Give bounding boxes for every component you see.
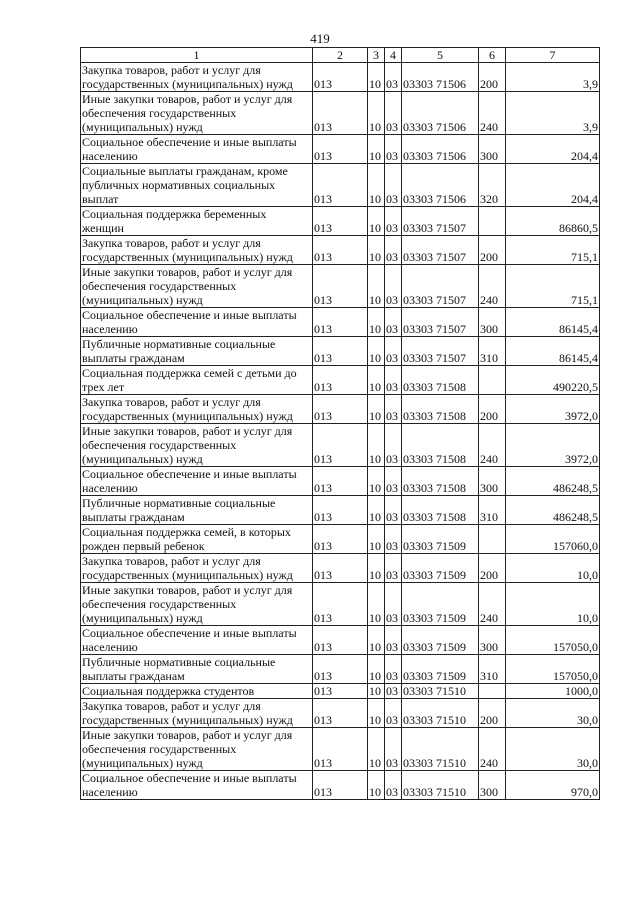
section-code: 10: [368, 771, 385, 800]
amount: 204,4: [506, 135, 600, 164]
subsection-code: 03: [385, 337, 402, 366]
target-article-code: 03303 71509: [402, 554, 479, 583]
section-code: 10: [368, 626, 385, 655]
page-number: 419: [310, 31, 330, 46]
expense-type-code: 200: [479, 236, 506, 265]
amount: 3972,0: [506, 424, 600, 467]
ministry-code: 013: [313, 583, 368, 626]
expense-type-code: 200: [479, 699, 506, 728]
table-row: [81, 583, 600, 626]
section-code: 10: [368, 337, 385, 366]
expense-type-code: 300: [479, 135, 506, 164]
subsection-code: 03: [385, 265, 402, 308]
amount: 204,4: [506, 164, 600, 207]
row-description: Публичные нормативные социальные выплаты гражданам: [81, 337, 313, 366]
row-description: Иные закупки товаров, работ и услуг для обеспечения государственных (муниципальных) нужд: [81, 728, 313, 771]
row-description: Закупка товаров, работ и услуг для государственных (муниципальных) нужд: [81, 236, 313, 265]
subsection-code: 03: [385, 308, 402, 337]
amount: 1000,0: [506, 684, 600, 699]
subsection-code: 03: [385, 684, 402, 699]
amount: 86145,4: [506, 308, 600, 337]
section-code: 10: [368, 655, 385, 684]
target-article-code: 03303 71509: [402, 583, 479, 626]
row-description: Иные закупки товаров, работ и услуг для обеспечения государственных (муниципальных) нужд: [81, 424, 313, 467]
row-description: Иные закупки товаров, работ и услуг для обеспечения государственных (муниципальных) нужд: [81, 265, 313, 308]
table-row: [81, 525, 600, 554]
ministry-code: 013: [313, 236, 368, 265]
ministry-code: 013: [313, 337, 368, 366]
section-code: 10: [368, 92, 385, 135]
subsection-code: 03: [385, 236, 402, 265]
expense-type-code: 300: [479, 626, 506, 655]
header-cell-3: 3: [368, 48, 385, 63]
target-article-code: 03303 71509: [402, 525, 479, 554]
ministry-code: 013: [313, 655, 368, 684]
table-row: [81, 63, 600, 92]
expense-type-code: 310: [479, 655, 506, 684]
ministry-code: 013: [313, 63, 368, 92]
target-article-code: 03303 71506: [402, 135, 479, 164]
section-code: 10: [368, 684, 385, 699]
subsection-code: 03: [385, 699, 402, 728]
target-article-code: 03303 71508: [402, 395, 479, 424]
subsection-code: 03: [385, 366, 402, 395]
table-body: [81, 63, 600, 800]
row-description: Публичные нормативные социальные выплаты гражданам: [81, 496, 313, 525]
target-article-code: 03303 71508: [402, 496, 479, 525]
row-description: Иные закупки товаров, работ и услуг для обеспечения государственных (муниципальных) нужд: [81, 583, 313, 626]
table-row: [81, 366, 600, 395]
expense-type-code: 300: [479, 467, 506, 496]
row-description: Социальная поддержка семей с детьми до трех лет: [81, 366, 313, 395]
section-code: 10: [368, 496, 385, 525]
row-description: Социальное обеспечение и иные выплаты населению: [81, 308, 313, 337]
subsection-code: 03: [385, 525, 402, 554]
target-article-code: 03303 71507: [402, 308, 479, 337]
table-row: [81, 554, 600, 583]
subsection-code: 03: [385, 496, 402, 525]
ministry-code: 013: [313, 265, 368, 308]
row-description: Закупка товаров, работ и услуг для государственных (муниципальных) нужд: [81, 699, 313, 728]
table-row: [81, 684, 600, 699]
row-description: Публичные нормативные социальные выплаты гражданам: [81, 655, 313, 684]
table-row: [81, 728, 600, 771]
table-row: [81, 236, 600, 265]
expense-type-code: 300: [479, 771, 506, 800]
subsection-code: 03: [385, 771, 402, 800]
ministry-code: 013: [313, 366, 368, 395]
amount: 715,1: [506, 236, 600, 265]
table-row: [81, 337, 600, 366]
expense-type-code: 310: [479, 337, 506, 366]
amount: 10,0: [506, 554, 600, 583]
row-description: Социальные выплаты гражданам, кроме публичных нормативных социальных выплат: [81, 164, 313, 207]
table-row: [81, 164, 600, 207]
amount: 486248,5: [506, 496, 600, 525]
row-description: Социальная поддержка семей, в которых рожден первый ребенок: [81, 525, 313, 554]
header-cell-4: 4: [385, 48, 402, 63]
section-code: 10: [368, 308, 385, 337]
expense-type-code: [479, 366, 506, 395]
expense-type-code: [479, 684, 506, 699]
ministry-code: 013: [313, 554, 368, 583]
expense-type-code: 240: [479, 265, 506, 308]
row-description: Закупка товаров, работ и услуг для государственных (муниципальных) нужд: [81, 63, 313, 92]
row-description: Социальная поддержка студентов: [81, 684, 313, 699]
expense-type-code: [479, 525, 506, 554]
expense-type-code: 310: [479, 496, 506, 525]
section-code: 10: [368, 395, 385, 424]
header-cell-2: 2: [313, 48, 368, 63]
section-code: 10: [368, 554, 385, 583]
expense-type-code: 240: [479, 583, 506, 626]
ministry-code: 013: [313, 699, 368, 728]
table-row: [81, 771, 600, 800]
amount: 970,0: [506, 771, 600, 800]
subsection-code: 03: [385, 655, 402, 684]
section-code: 10: [368, 467, 385, 496]
ministry-code: 013: [313, 525, 368, 554]
section-code: 10: [368, 728, 385, 771]
target-article-code: 03303 71509: [402, 626, 479, 655]
section-code: 10: [368, 135, 385, 164]
subsection-code: 03: [385, 626, 402, 655]
expense-type-code: 240: [479, 728, 506, 771]
table-row: [81, 207, 600, 236]
expense-type-code: 200: [479, 395, 506, 424]
row-description: Закупка товаров, работ и услуг для государственных (муниципальных) нужд: [81, 395, 313, 424]
ministry-code: 013: [313, 467, 368, 496]
section-code: 10: [368, 63, 385, 92]
table-row: [81, 265, 600, 308]
target-article-code: 03303 71508: [402, 467, 479, 496]
budget-table: [80, 47, 600, 800]
header-cell-5: 5: [402, 48, 479, 63]
subsection-code: 03: [385, 207, 402, 236]
expense-type-code: 200: [479, 63, 506, 92]
amount: 715,1: [506, 265, 600, 308]
row-description: Закупка товаров, работ и услуг для государственных (муниципальных) нужд: [81, 554, 313, 583]
ministry-code: 013: [313, 626, 368, 655]
target-article-code: 03303 71510: [402, 684, 479, 699]
target-article-code: 03303 71507: [402, 265, 479, 308]
amount: 86145,4: [506, 337, 600, 366]
subsection-code: 03: [385, 92, 402, 135]
section-code: 10: [368, 424, 385, 467]
table-row: [81, 424, 600, 467]
target-article-code: 03303 71510: [402, 771, 479, 800]
amount: 3,9: [506, 63, 600, 92]
target-article-code: 03303 71508: [402, 424, 479, 467]
subsection-code: 03: [385, 467, 402, 496]
ministry-code: 013: [313, 308, 368, 337]
table-row: [81, 92, 600, 135]
section-code: 10: [368, 207, 385, 236]
section-code: 10: [368, 164, 385, 207]
section-code: 10: [368, 699, 385, 728]
expense-type-code: 300: [479, 308, 506, 337]
subsection-code: 03: [385, 395, 402, 424]
ministry-code: 013: [313, 496, 368, 525]
expense-type-code: 320: [479, 164, 506, 207]
amount: 30,0: [506, 699, 600, 728]
subsection-code: 03: [385, 554, 402, 583]
header-cell-6: 6: [479, 48, 506, 63]
section-code: 10: [368, 366, 385, 395]
expense-type-code: 240: [479, 92, 506, 135]
target-article-code: 03303 71507: [402, 236, 479, 265]
amount: 30,0: [506, 728, 600, 771]
table-row: [81, 395, 600, 424]
expense-type-code: [479, 207, 506, 236]
target-article-code: 03303 71508: [402, 366, 479, 395]
row-description: Социальная поддержка беременных женщин: [81, 207, 313, 236]
expense-type-code: 240: [479, 424, 506, 467]
table-row: [81, 496, 600, 525]
section-code: 10: [368, 265, 385, 308]
subsection-code: 03: [385, 135, 402, 164]
row-description: Социальное обеспечение и иные выплаты населению: [81, 626, 313, 655]
subsection-code: 03: [385, 164, 402, 207]
ministry-code: 013: [313, 424, 368, 467]
target-article-code: 03303 71506: [402, 164, 479, 207]
target-article-code: 03303 71509: [402, 655, 479, 684]
row-description: Социальное обеспечение и иные выплаты населению: [81, 135, 313, 164]
subsection-code: 03: [385, 583, 402, 626]
header-cell-1: 1: [81, 48, 313, 63]
table-row: [81, 135, 600, 164]
table-row: [81, 699, 600, 728]
table-row: [81, 655, 600, 684]
ministry-code: 013: [313, 728, 368, 771]
amount: 10,0: [506, 583, 600, 626]
amount: 157050,0: [506, 655, 600, 684]
amount: 157060,0: [506, 525, 600, 554]
row-description: Иные закупки товаров, работ и услуг для обеспечения государственных (муниципальных) нужд: [81, 92, 313, 135]
ministry-code: 013: [313, 395, 368, 424]
amount: 86860,5: [506, 207, 600, 236]
ministry-code: 013: [313, 92, 368, 135]
amount: 486248,5: [506, 467, 600, 496]
ministry-code: 013: [313, 135, 368, 164]
section-code: 10: [368, 236, 385, 265]
header-cell-7: 7: [506, 48, 600, 63]
ministry-code: 013: [313, 207, 368, 236]
table-row: [81, 467, 600, 496]
target-article-code: 03303 71506: [402, 92, 479, 135]
target-article-code: 03303 71507: [402, 337, 479, 366]
ministry-code: 013: [313, 684, 368, 699]
subsection-code: 03: [385, 63, 402, 92]
table-row: [81, 308, 600, 337]
amount: 490220,5: [506, 366, 600, 395]
section-code: 10: [368, 525, 385, 554]
row-description: Социальное обеспечение и иные выплаты населению: [81, 771, 313, 800]
amount: 3972,0: [506, 395, 600, 424]
target-article-code: 03303 71510: [402, 728, 479, 771]
table-row: [81, 626, 600, 655]
amount: 157050,0: [506, 626, 600, 655]
row-description: Социальное обеспечение и иные выплаты населению: [81, 467, 313, 496]
target-article-code: 03303 71506: [402, 63, 479, 92]
amount: 3,9: [506, 92, 600, 135]
section-code: 10: [368, 583, 385, 626]
ministry-code: 013: [313, 164, 368, 207]
expense-type-code: 200: [479, 554, 506, 583]
target-article-code: 03303 71507: [402, 207, 479, 236]
ministry-code: 013: [313, 771, 368, 800]
subsection-code: 03: [385, 728, 402, 771]
target-article-code: 03303 71510: [402, 699, 479, 728]
subsection-code: 03: [385, 424, 402, 467]
header-row: [81, 48, 600, 63]
